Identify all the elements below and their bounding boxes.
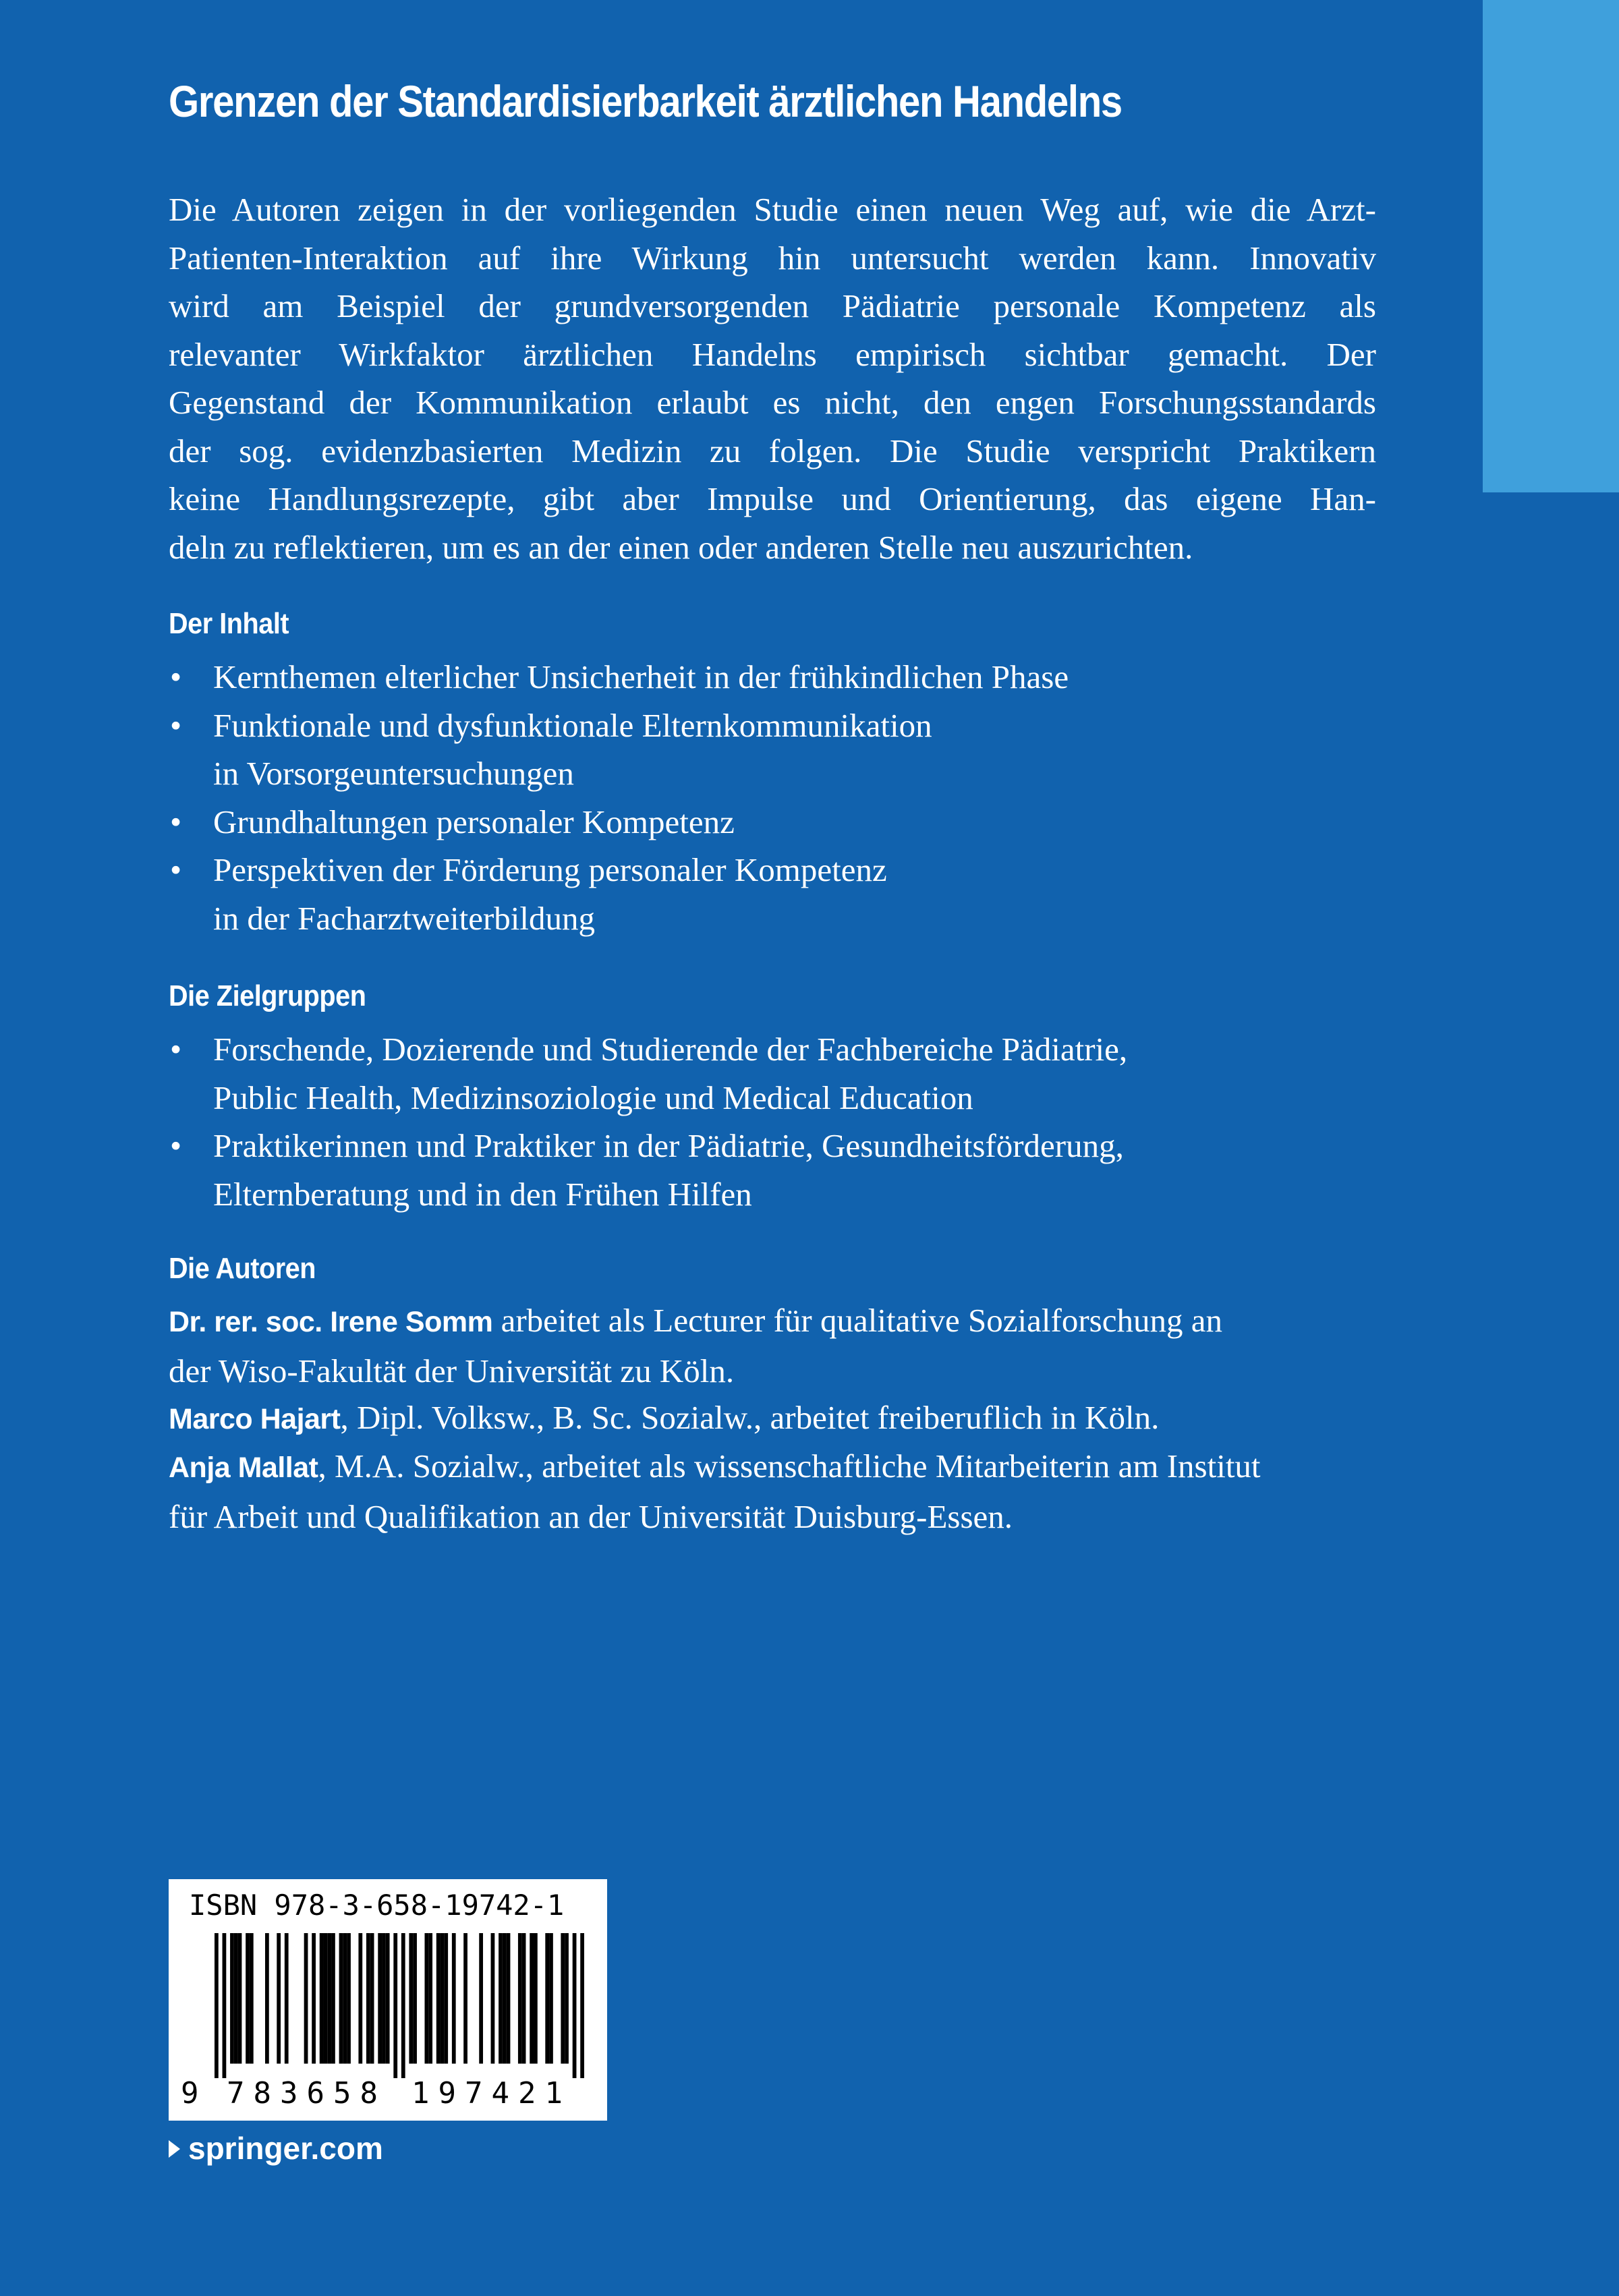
barcode-bar xyxy=(565,1933,569,2064)
barcode-bar xyxy=(503,1933,507,2064)
barcode-bar xyxy=(549,1933,553,2064)
barcode-bar xyxy=(327,1933,331,2064)
barcode-bar xyxy=(518,1933,522,2064)
barcode-bar xyxy=(573,1933,577,2078)
barcode-bar xyxy=(230,1933,234,2064)
zielgruppen-list xyxy=(169,1025,1127,1218)
barcode-bar xyxy=(378,1933,382,2064)
barcode-bar xyxy=(250,1933,254,2064)
intro-line: Patienten-Interaktion auf ihre Wirkung hin untersucht werden kann. Innovativ xyxy=(169,239,1376,277)
barcode-bar xyxy=(424,1933,428,2064)
barcode-bar xyxy=(343,1933,347,2064)
barcode-bar xyxy=(444,1933,448,2064)
barcode-bar xyxy=(277,1933,281,2064)
list-item: • Forschende, Dozierende und Studierende der Fachbereiche Pädiatrie, Public Health, Medizinsoziologie und Medical Education xyxy=(169,1025,1127,1122)
ean-first-digit: 9 xyxy=(181,2076,199,2111)
barcode-bar xyxy=(463,1933,467,2064)
heading-inhalt: Der Inhalt xyxy=(169,607,289,640)
author-name: Dr. rer. soc. Irene Somm xyxy=(169,1306,493,1338)
barcode-bar xyxy=(370,1933,374,2064)
bullet-icon: • xyxy=(170,658,182,695)
ean-right-digits: 197421 xyxy=(411,2076,571,2111)
barcode-bar xyxy=(530,1933,534,2064)
barcode-bar xyxy=(347,1933,351,2064)
intro-line: der sog. evidenzbasierten Medizin zu folgen. Die Studie verspricht Praktikern xyxy=(169,432,1376,469)
barcode-bar xyxy=(312,1933,316,2064)
list-item: • Funktionale und dysfunktionale Elternkommunikation in Vorsorgeuntersuchungen xyxy=(169,701,1069,798)
bullet-icon: • xyxy=(170,1031,182,1068)
barcode-bar xyxy=(265,1933,269,2064)
barcode-bar xyxy=(534,1933,538,2064)
barcode-bar xyxy=(215,1933,219,2078)
barcode-bar xyxy=(304,1933,308,2064)
isbn-text: ISBN 978-3-658-19742-1 xyxy=(189,1889,565,1922)
barcode-bar xyxy=(452,1933,456,2064)
barcode-bar xyxy=(366,1933,370,2064)
barcode-bar xyxy=(324,1933,328,2064)
barcode-bar xyxy=(320,1933,324,2064)
author-name: Anja Mallat xyxy=(169,1452,318,1484)
barcode-bar xyxy=(409,1933,413,2064)
heading-autoren: Die Autoren xyxy=(169,1252,316,1285)
intro-line: deln zu reflektieren, um es an der einen oder anderen Stelle neu auszurichten. xyxy=(169,528,1193,566)
barcode-bar xyxy=(428,1933,432,2064)
author-name: Marco Hajart xyxy=(169,1403,341,1435)
barcode-bar xyxy=(507,1933,511,2064)
barcode-bar xyxy=(545,1933,549,2064)
intro-line: keine Handlungsrezepte, gibt aber Impulse und Orientierung, das eigene Han- xyxy=(169,480,1376,517)
author-somm: Dr. rer. soc. Irene Somm arbeitet als Lecturer für qualitative Sozialforschung an der Wiso-Fakultät der Universität zu Köln. xyxy=(169,1302,1222,1389)
list-item: • Praktikerinnen und Praktiker in der Pädiatrie, Gesundheitsförderung, Elternberatung und in den Frühen Hilfen xyxy=(169,1122,1127,1218)
intro-line: Die Autoren zeigen in der vorliegenden Studie einen neuen Weg auf, wie die Arzt- xyxy=(169,191,1376,228)
arrow-right-icon xyxy=(169,2140,180,2158)
list-item: • Grundhaltungen personaler Kompetenz xyxy=(169,798,1069,846)
publisher-link[interactable]: springer.com xyxy=(169,2130,383,2166)
barcode-bar xyxy=(499,1933,503,2064)
barcode-bar xyxy=(491,1933,495,2064)
author-mallat: Anja Mallat, M.A. Sozialw., arbeitet als wissenschaftliche Mitarbeiterin am Institut für Arbeit und Qualifikation an der Universität Duisburg-Essen. xyxy=(169,1447,1261,1535)
barcode-bar xyxy=(285,1933,289,2064)
barcode-bar xyxy=(386,1933,390,2064)
list-item: • Kernthemen elterlicher Unsicherheit in der frühkindlichen Phase xyxy=(169,653,1069,701)
barcode-bar xyxy=(238,1933,242,2064)
barcode-bar xyxy=(436,1933,441,2064)
barcode-bar xyxy=(441,1933,445,2064)
barcode-bar xyxy=(580,1933,584,2078)
barcode-bar xyxy=(479,1933,483,2064)
barcode-bar xyxy=(393,1933,397,2078)
inhalt-list xyxy=(169,653,1069,942)
barcode-bar xyxy=(331,1933,335,2064)
intro-line: wird am Beispiel der grundversorgenden Pädiatrie personale Kompetenz als xyxy=(169,287,1376,324)
heading-zielgruppen: Die Zielgruppen xyxy=(169,979,366,1012)
book-title: Grenzen der Standardisierbarkeit ärztlichen Handelns xyxy=(169,76,1122,126)
barcode-bar xyxy=(522,1933,526,2064)
barcode-bar xyxy=(223,1933,227,2078)
isbn-barcode xyxy=(169,1879,607,2121)
bullet-icon: • xyxy=(170,803,182,840)
bullet-icon: • xyxy=(170,851,182,888)
barcode-bar xyxy=(401,1933,405,2078)
barcode-bar xyxy=(561,1933,565,2064)
intro-line: Gegenstand der Kommunikation erlaubt es nicht, den engen Forschungsstandards xyxy=(169,384,1376,421)
bullet-icon: • xyxy=(170,706,182,744)
barcode-bar xyxy=(339,1933,343,2064)
bullet-icon: • xyxy=(170,1127,182,1164)
barcode-bar xyxy=(382,1933,386,2064)
barcode-bar xyxy=(413,1933,417,2064)
accent-tab xyxy=(1483,0,1619,492)
intro-paragraph xyxy=(169,185,1376,571)
ean-left-digits: 783658 xyxy=(227,2076,387,2111)
barcode-bar xyxy=(246,1933,250,2064)
author-hajart: Marco Hajart, Dipl. Volksw., B. Sc. Sozialw., arbeitet freiberuflich in Köln. xyxy=(169,1399,1160,1436)
barcode-bar xyxy=(358,1933,362,2064)
barcode-bars xyxy=(215,1933,584,2078)
list-item: • Perspektiven der Förderung personaler Kompetenz in der Facharztweiterbildung xyxy=(169,846,1069,942)
intro-line: relevanter Wirkfaktor ärztlichen Handelns empirisch sichtbar gemacht. Der xyxy=(169,335,1376,373)
barcode-bar xyxy=(234,1933,238,2064)
